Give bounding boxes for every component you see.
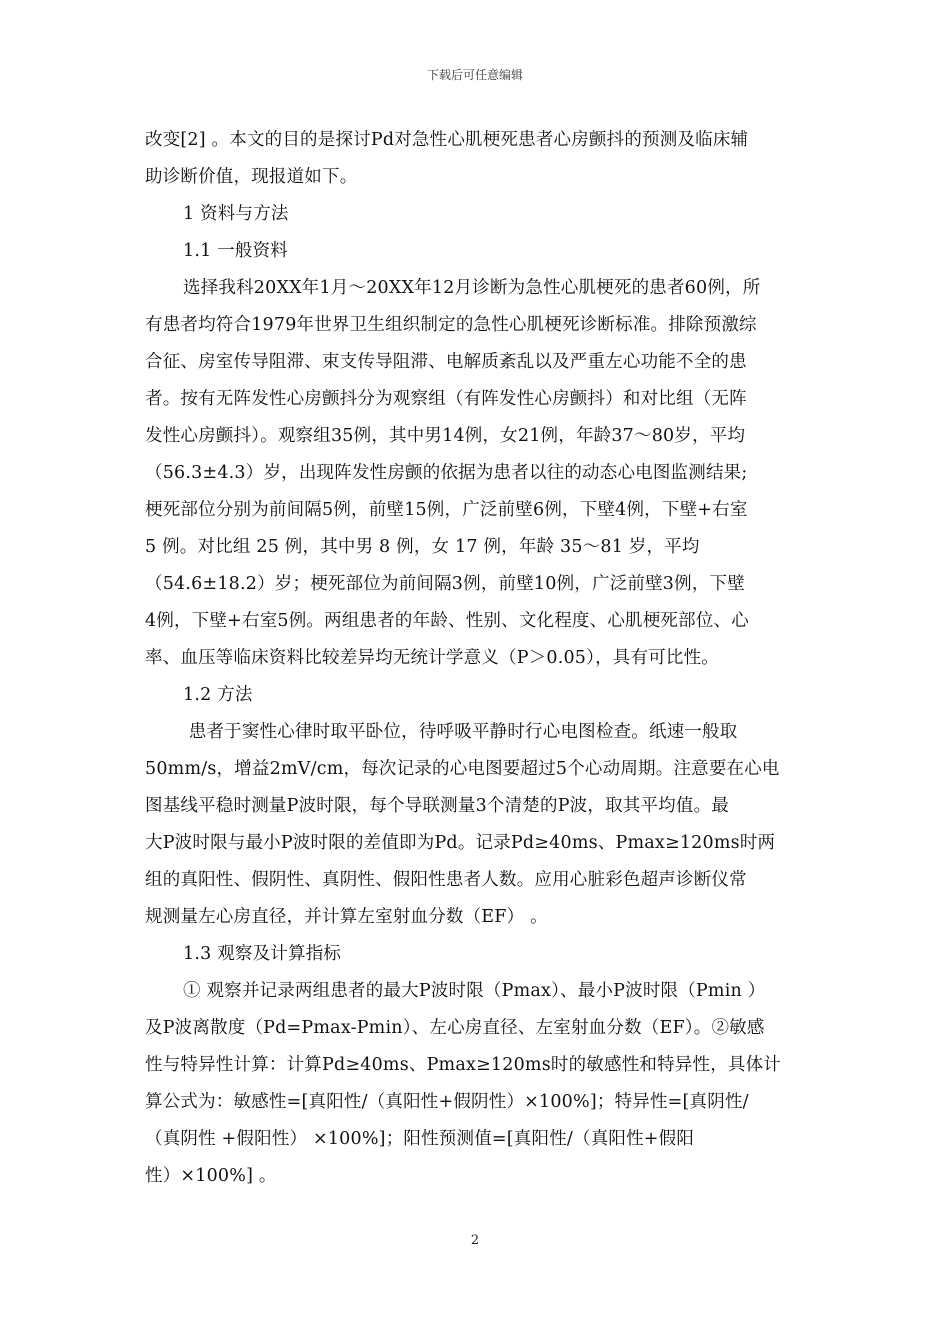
paragraph-line: 合征、房室传导阻滞、束支传导阻滞、电解质紊乱以及严重左心功能不全的患 [145, 352, 747, 372]
page-header: 下载后可任意编辑 [426, 68, 523, 82]
paragraph-line: 图基线平稳时测量P波时限，每个导联测量3个清楚的P波，取其平均值。最 [145, 796, 729, 816]
subsection-heading: 1.2 方法 [183, 685, 253, 705]
paragraph-line: 性与特异性计算：计算Pd≥40ms、Pmax≥120ms时的敏感性和特异性，具体计 [145, 1055, 781, 1075]
document-body [145, 122, 813, 1195]
paragraph-line: 者。按有无阵发性心房颤抖分为观察组（有阵发性心房颤抖）和对比组（无阵 [145, 389, 747, 409]
subsection-heading: 1.1 一般资料 [183, 241, 288, 261]
subsection-heading: 1.3 观察及计算指标 [183, 944, 342, 964]
paragraph-line: 率、血压等临床资料比较差异均无统计学意义（P＞0.05），具有可比性。 [145, 648, 719, 668]
page-number: 2 [470, 1233, 480, 1248]
paragraph-line: 助诊断价值，现报道如下。 [145, 167, 358, 187]
paragraph-line: 组的真阳性、假阴性、真阴性、假阳性患者人数。应用心脏彩色超声诊断仪常 [145, 870, 747, 890]
paragraph-line: 规测量左心房直径，并计算左室射血分数（EF） 。 [145, 907, 548, 927]
paragraph-line: 改变[2] 。本文的目的是探讨Pd对急性心肌梗死患者心房颤抖的预测及临床辅 [145, 130, 749, 150]
paragraph-line: 梗死部位分别为前间隔5例，前壁15例，广泛前壁6例，下壁4例，下壁+右室 [145, 500, 748, 520]
paragraph-line: 50mm/s，增益2mV/cm，每次记录的心电图要超过5个心动周期。注意要在心电 [145, 759, 780, 779]
section-heading: 1 资料与方法 [183, 204, 289, 224]
paragraph-line: 大P波时限与最小P波时限的差值即为Pd。记录Pd≥40ms、Pmax≥120ms时两 [145, 833, 776, 853]
paragraph-line: 患者于窦性心律时取平卧位，待呼吸平静时行心电图检查。纸速一般取 [183, 722, 738, 742]
paragraph-line: （56.3±4.3）岁，出现阵发性房颤的依据为患者以往的动态心电图监测结果; [145, 463, 748, 483]
paragraph-line: （真阴性 +假阳性） ×100%]；阳性预测值=[真阳性/（真阳性+假阳 [145, 1129, 695, 1149]
paragraph-line: 选择我科20XX年1月～20XX年12月诊断为急性心肌梗死的患者60例，所 [183, 278, 761, 298]
paragraph-line: 5 例。对比组 25 例，其中男 8 例，女 17 例，年龄 35～81 岁，平均 [145, 537, 700, 557]
paragraph-line: （54.6±18.2）岁；梗死部位为前间隔3例，前壁10例，广泛前壁3例，下壁 [145, 574, 745, 594]
paragraph-line: 性）×100%] 。 [145, 1166, 277, 1186]
paragraph-line: 及P波离散度（Pd=Pmax-Pmin）、左心房直径、左室射血分数（EF）。②敏感 [145, 1018, 765, 1038]
paragraph-line: 发性心房颤抖）。观察组35例，其中男14例，女21例，年龄37～80岁，平均 [145, 426, 746, 446]
paragraph-line: 算公式为：敏感性=[真阳性/（真阳性+假阴性）×100%]；特异性=[真阴性/ [145, 1092, 749, 1112]
paragraph-line: 4例，下壁+右室5例。两组患者的年龄、性别、文化程度、心肌梗死部位、心 [145, 611, 749, 631]
paragraph-line: 有患者均符合1979年世界卫生组织制定的急性心肌梗死诊断标准。排除预激综 [145, 315, 757, 335]
paragraph-line: ① 观察并记录两组患者的最大P波时限（Pmax）、最小P波时限（Pmin ） [183, 981, 766, 1001]
